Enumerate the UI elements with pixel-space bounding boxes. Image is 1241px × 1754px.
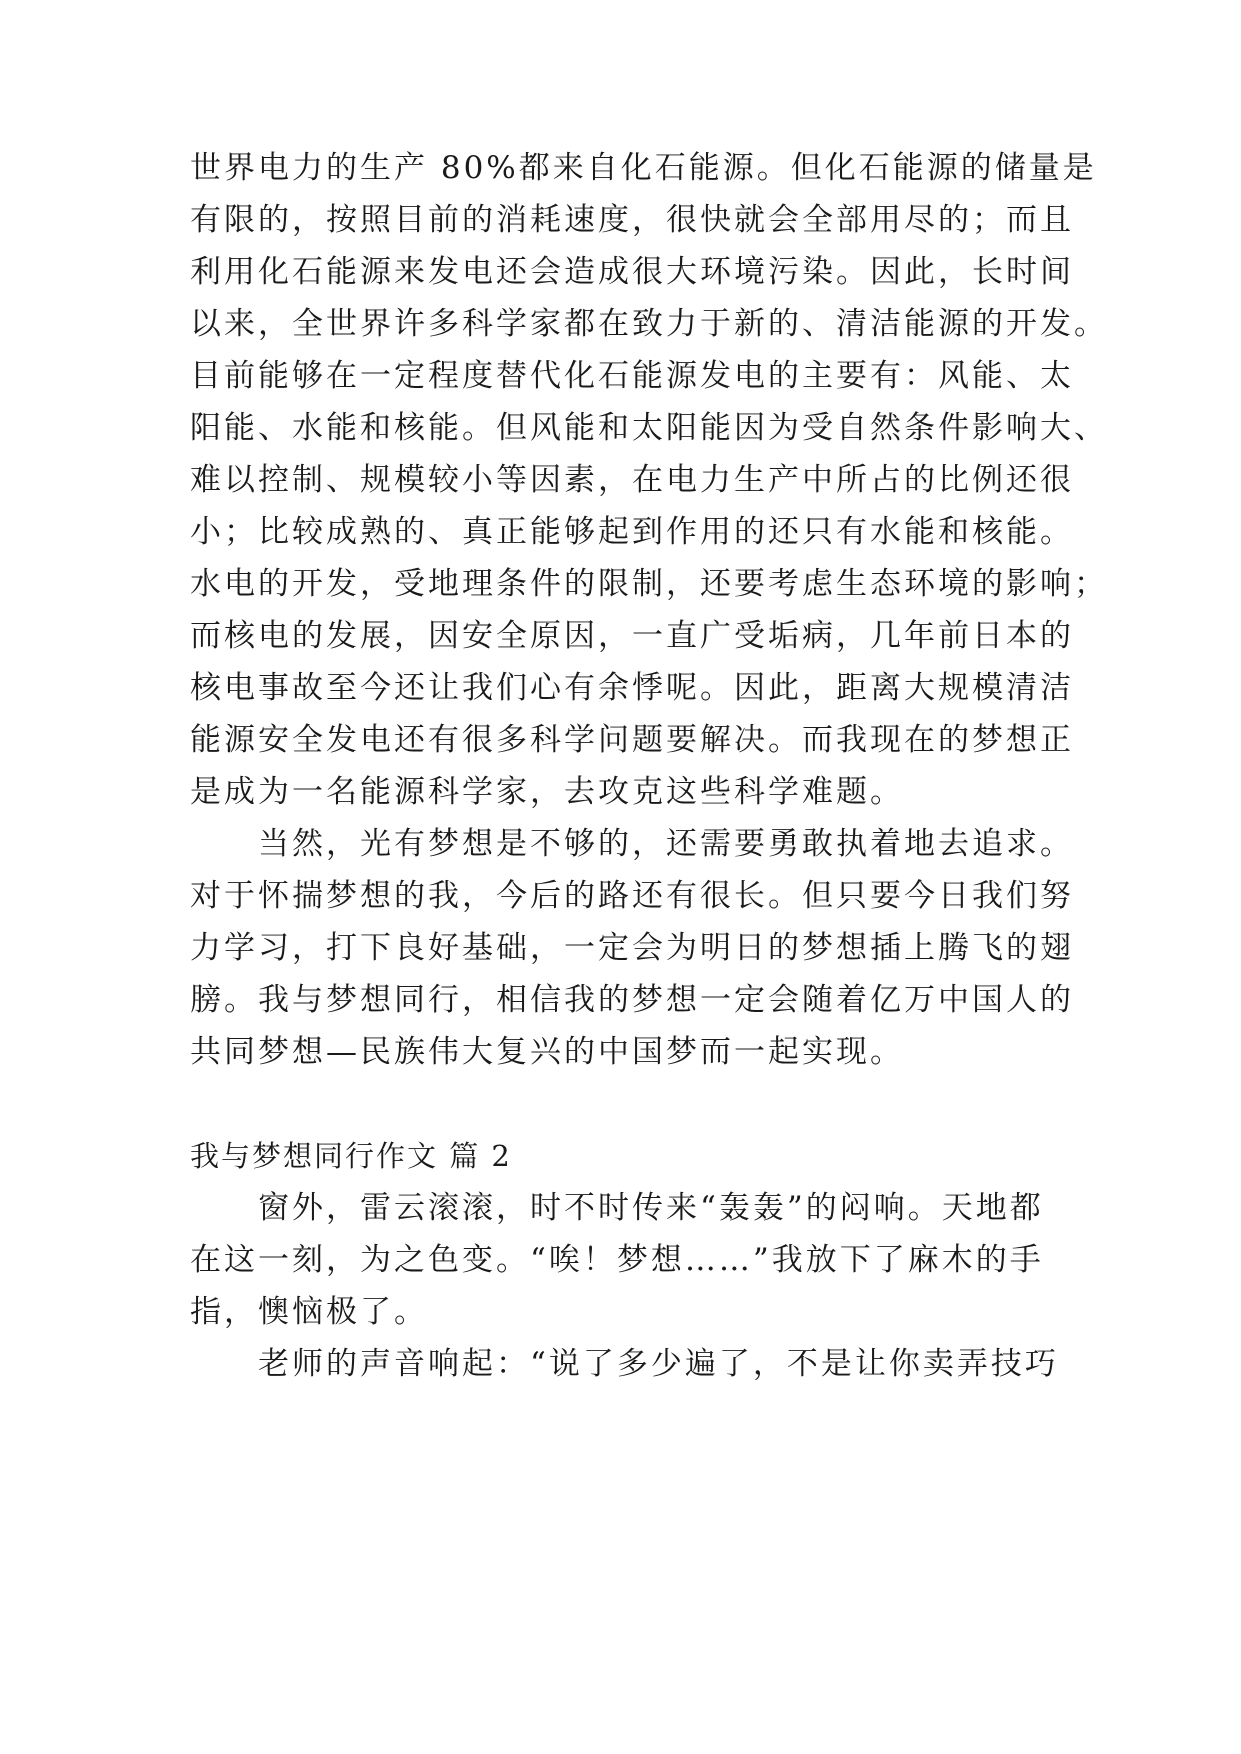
paragraph-line: 老师的声音响起：“说了多少遍了，不是让你卖弄技巧 xyxy=(190,1346,1059,1382)
paragraph-line: 而核电的发展，因安全原因，一直广受垢病，几年前日本的 xyxy=(190,618,1074,654)
paragraph-line: 有限的，按照目前的消耗速度，很快就会全部用尽的；而且 xyxy=(190,202,1074,238)
paragraph-line: 是成为一名能源科学家，去攻克这些科学难题。 xyxy=(190,774,904,810)
paragraph-line: 在这一刻，为之色变。“唉！梦想……”我放下了麻木的手 xyxy=(190,1242,1044,1278)
paragraph-line: 核电事故至今还让我们心有余悸呢。因此，距离大规模清洁 xyxy=(190,670,1074,706)
paragraph-line: 当然，光有梦想是不够的，还需要勇敢执着地去追求。 xyxy=(190,826,1074,862)
paragraph-line: 利用化石能源来发电还会造成很大环境污染。因此，长时间 xyxy=(190,254,1074,290)
paragraph-line: 小；比较成熟的、真正能够起到作用的还只有水能和核能。 xyxy=(190,514,1074,550)
paragraph-line: 难以控制、规模较小等因素，在电力生产中所占的比例还很 xyxy=(190,462,1074,498)
paragraph-line: 指，懊恼极了。 xyxy=(190,1294,428,1330)
essay-title: 我与梦想同行作文 篇 2 xyxy=(190,1139,512,1173)
paragraph-line: 水电的开发，受地理条件的限制，还要考虑生态环境的影响； xyxy=(190,566,1108,602)
paragraph-line: 膀。我与梦想同行，相信我的梦想一定会随着亿万中国人的 xyxy=(190,982,1074,1018)
paragraph-line: 对于怀揣梦想的我，今后的路还有很长。但只要今日我们努 xyxy=(190,878,1074,914)
paragraph-line: 阳能、水能和核能。但风能和太阳能因为受自然条件影响大、 xyxy=(190,410,1108,446)
paragraph-line: 以来，全世界许多科学家都在致力于新的、清洁能源的开发。 xyxy=(190,306,1108,342)
paragraph-line: 目前能够在一定程度替代化石能源发电的主要有：风能、太 xyxy=(190,358,1074,394)
paragraph-line: 共同梦想—民族伟大复兴的中国梦而一起实现。 xyxy=(190,1034,904,1070)
paragraph-line: 能源安全发电还有很多科学问题要解决。而我现在的梦想正 xyxy=(190,722,1074,758)
paragraph-line: 窗外，雷云滚滚，时不时传来“轰轰”的闷响。天地都 xyxy=(190,1190,1044,1226)
paragraph-line: 力学习，打下良好基础，一定会为明日的梦想插上腾飞的翅 xyxy=(190,930,1074,966)
paragraph-line: 世界电力的生产 80%都来自化石能源。但化石能源的储量是 xyxy=(190,150,1097,186)
